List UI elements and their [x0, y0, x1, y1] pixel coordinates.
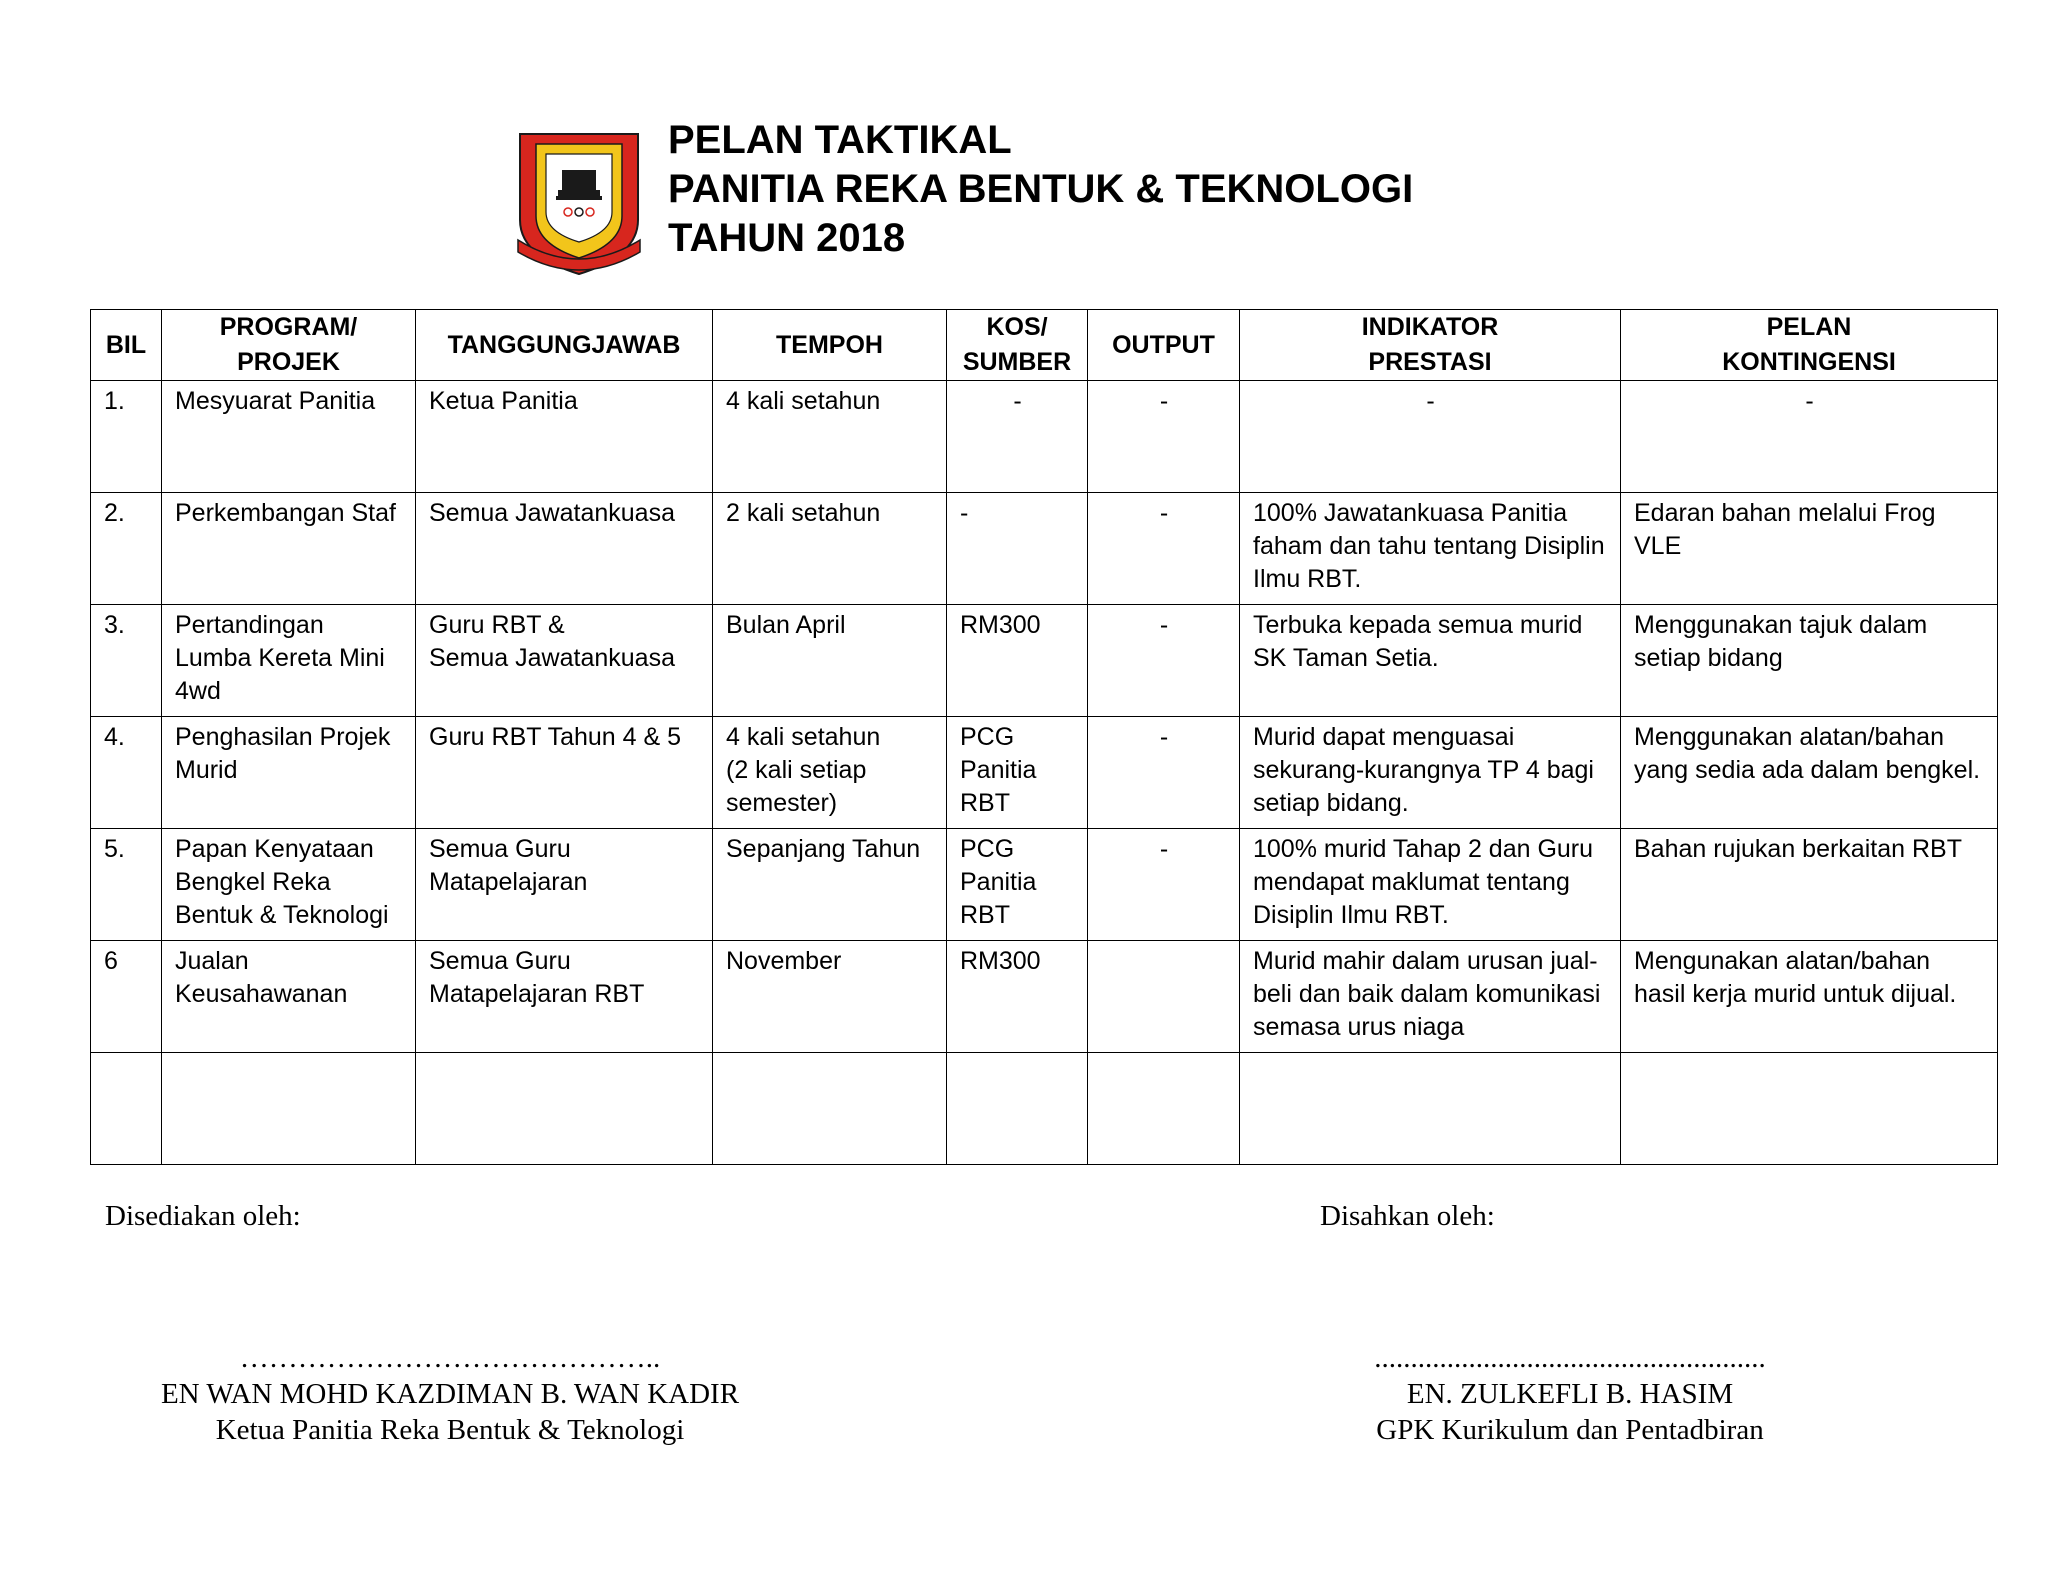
title-line-1: PELAN TAKTIKAL: [668, 118, 1012, 162]
cell-output: -: [1088, 717, 1240, 829]
cell-indikator: [1240, 1053, 1621, 1165]
cell-bil: 2.: [91, 493, 162, 605]
title-line-3: TAHUN 2018: [668, 216, 906, 260]
cell-kos: [947, 1053, 1088, 1165]
cell-tanggungjawab: Ketua Panitia: [416, 381, 713, 493]
signature-line-left: ……………………………………..: [239, 1342, 661, 1374]
table-row: [91, 381, 1998, 493]
header-tempoh: TEMPOH: [713, 310, 947, 381]
cell-program: Papan Kenyataan Bengkel Reka Bentuk & Teknologi: [162, 829, 416, 941]
cell-tanggungjawab: Semua Guru Matapelajaran: [416, 829, 713, 941]
table-row-empty: [91, 1053, 1998, 1165]
cell-output: -: [1088, 829, 1240, 941]
signature-line-right: ......................................................: [1374, 1342, 1766, 1374]
cell-kontingensi: Bahan rujukan berkaitan RBT: [1621, 829, 1998, 941]
cell-kontingensi: Mengunakan alatan/bahan hasil kerja murid untuk dijual.: [1621, 941, 1998, 1053]
title-line-2: PANITIA REKA BENTUK & TEKNOLOGI: [668, 167, 1414, 211]
table-row: [91, 829, 1998, 941]
cell-tempoh: November: [713, 941, 947, 1053]
header-program: PROGRAM/ PROJEK: [162, 310, 416, 381]
cell-indikator: -: [1240, 381, 1621, 493]
school-crest-logo: [512, 128, 646, 276]
header-kontingensi: PELAN KONTINGENSI: [1621, 310, 1998, 381]
cell-output: [1088, 941, 1240, 1053]
cell-indikator: Murid dapat menguasai sekurang-kurangnya TP 4 bagi setiap bidang.: [1240, 717, 1621, 829]
cell-indikator: Murid mahir dalam urusan jual-beli dan baik dalam komunikasi semasa urus niaga: [1240, 941, 1621, 1053]
cell-kontingensi: Menggunakan tajuk dalam setiap bidang: [1621, 605, 1998, 717]
cell-program: [162, 1053, 416, 1165]
cell-tanggungjawab: [416, 1053, 713, 1165]
cell-bil: 1.: [91, 381, 162, 493]
cell-program: Pertandingan Lumba Kereta Mini 4wd: [162, 605, 416, 717]
cell-bil: 5.: [91, 829, 162, 941]
cell-kos: PCG Panitia RBT: [947, 717, 1088, 829]
cell-kos: RM300: [947, 941, 1088, 1053]
cell-tanggungjawab: Guru RBT Tahun 4 & 5: [416, 717, 713, 829]
table-header-row: [91, 310, 1998, 381]
table-row: [91, 941, 1998, 1053]
cell-kontingensi: Menggunakan alatan/bahan yang sedia ada dalam bengkel.: [1621, 717, 1998, 829]
cell-kos: -: [947, 493, 1088, 605]
cell-output: -: [1088, 493, 1240, 605]
cell-tempoh: [713, 1053, 947, 1165]
cell-tempoh: Bulan April: [713, 605, 947, 717]
cell-indikator: 100% Jawatankuasa Panitia faham dan tahu tentang Disiplin Ilmu RBT.: [1240, 493, 1621, 605]
cell-tempoh: 4 kali setahun (2 kali setiap semester): [713, 717, 947, 829]
cell-tanggungjawab: Semua Guru Matapelajaran RBT: [416, 941, 713, 1053]
approver-role: GPK Kurikulum dan Pentadbiran: [1376, 1414, 1764, 1446]
cell-bil: 3.: [91, 605, 162, 717]
cell-program: Jualan Keusahawanan: [162, 941, 416, 1053]
table-row: [91, 605, 1998, 717]
cell-tempoh: 4 kali setahun: [713, 381, 947, 493]
header-indikator: INDIKATOR PRESTASI: [1240, 310, 1621, 381]
table-row: [91, 493, 1998, 605]
document-title: [668, 116, 1413, 263]
cell-program: Penghasilan Projek Murid: [162, 717, 416, 829]
prepared-by-label: Disediakan oleh:: [105, 1200, 301, 1232]
cell-tanggungjawab: Semua Jawatankuasa: [416, 493, 713, 605]
header-output: OUTPUT: [1088, 310, 1240, 381]
cell-indikator: 100% murid Tahap 2 dan Guru mendapat maklumat tentang Disiplin Ilmu RBT.: [1240, 829, 1621, 941]
cell-kontingensi: [1621, 1053, 1998, 1165]
cell-indikator: Terbuka kepada semua murid SK Taman Setia.: [1240, 605, 1621, 717]
cell-bil: [91, 1053, 162, 1165]
cell-tempoh: 2 kali setahun: [713, 493, 947, 605]
header-tanggungjawab: TANGGUNGJAWAB: [416, 310, 713, 381]
table-row: [91, 717, 1998, 829]
approved-by-label: Disahkan oleh:: [1320, 1200, 1495, 1232]
cell-program: Perkembangan Staf: [162, 493, 416, 605]
cell-kontingensi: Edaran bahan melalui Frog VLE: [1621, 493, 1998, 605]
cell-tanggungjawab: Guru RBT & Semua Jawatankuasa: [416, 605, 713, 717]
header-bil: BIL: [91, 310, 162, 381]
cell-kos: RM300: [947, 605, 1088, 717]
approved-by-signature-block: [1320, 1340, 1820, 1448]
cell-tempoh: Sepanjang Tahun: [713, 829, 947, 941]
cell-bil: 4.: [91, 717, 162, 829]
cell-output: [1088, 1053, 1240, 1165]
preparer-name: EN WAN MOHD KAZDIMAN B. WAN KADIR: [160, 1378, 740, 1410]
prepared-by-signature-block: [120, 1340, 780, 1448]
cell-kos: -: [947, 381, 1088, 493]
cell-kontingensi: -: [1621, 381, 1998, 493]
cell-bil: 6: [91, 941, 162, 1053]
cell-kos: PCG Panitia RBT: [947, 829, 1088, 941]
cell-program: Mesyuarat Panitia: [162, 381, 416, 493]
header-kos: KOS/ SUMBER: [947, 310, 1088, 381]
preparer-role: Ketua Panitia Reka Bentuk & Teknologi: [215, 1414, 685, 1446]
tactical-plan-table: [90, 309, 1998, 1165]
cell-output: -: [1088, 381, 1240, 493]
approver-name: EN. ZULKEFLI B. HASIM: [1406, 1378, 1734, 1410]
cell-output: -: [1088, 605, 1240, 717]
